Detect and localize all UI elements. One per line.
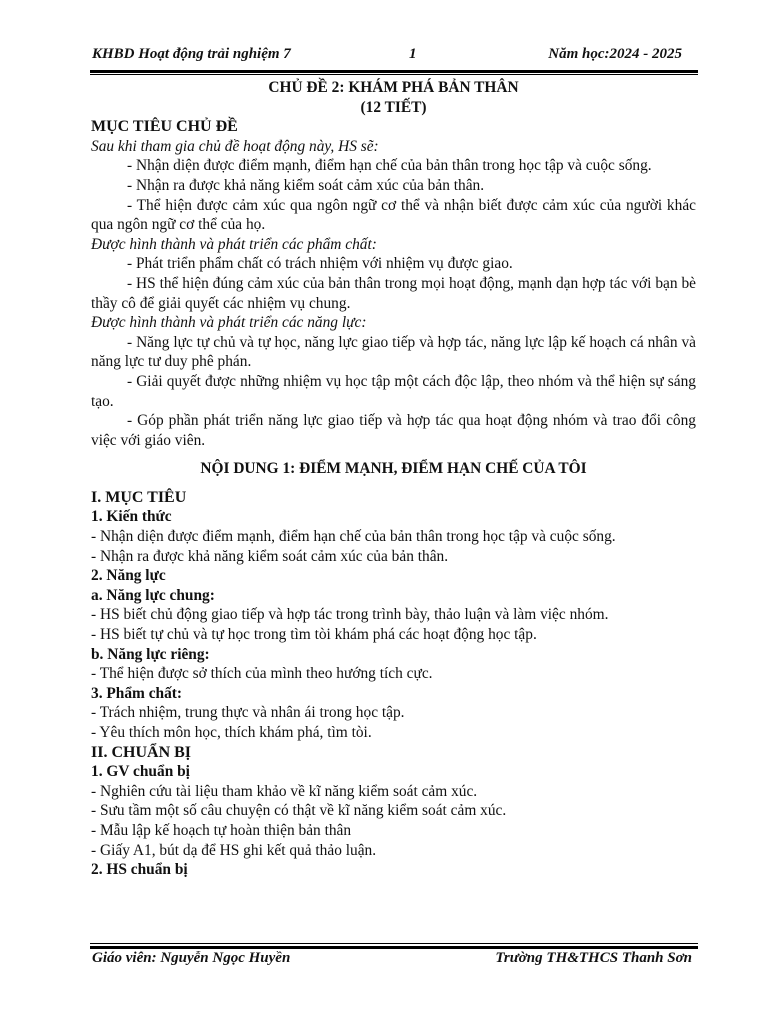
section-preparation: II. CHUẨN BỊ <box>91 743 192 761</box>
header-rule-thin <box>90 74 698 75</box>
objective-item: - Thể hiện được cảm xúc qua ngôn ngữ cơ thể và nhận biết được cảm xúc của người khác qua ngôn ngữ cơ thể của họ. <box>91 196 696 234</box>
competency-item: - Năng lực tự chủ và tự học, năng lực giao tiếp và hợp tác, năng lực lập kế hoạch cá nhân và năng lực tư duy phê phán. <box>91 333 696 371</box>
section-objectives: I. MỤC TIÊU <box>91 488 187 506</box>
footer-teacher: Giáo viên: Nguyễn Ngọc Huyền <box>92 950 291 966</box>
competency-heading: 2. Năng lực <box>91 567 166 585</box>
page-footer <box>92 950 696 972</box>
knowledge-item: - Nhận ra được khả năng kiểm soát cảm xúc của bản thân. <box>91 547 449 565</box>
topic-duration: (12 TIẾT) <box>360 98 427 116</box>
general-competency-item: - HS biết tự chủ và tự học trong tìm tòi khám phá các hoạt động học tập. <box>91 626 537 644</box>
competencies-intro: Được hình thành và phát triển các năng lực: <box>91 314 367 332</box>
teacher-prep-heading: 1. GV chuẩn bị <box>91 763 190 781</box>
student-prep-heading: 2. HS chuẩn bị <box>91 861 188 879</box>
document-body <box>91 78 696 880</box>
competency-item: - Giải quyết được những nhiệm vụ học tập một cách độc lập, theo nhóm và thể hiện sự sáng tạo. <box>91 372 696 410</box>
specific-competency-item: - Thể hiện được sở thích của mình theo hướng tích cực. <box>91 665 433 683</box>
teacher-prep-item: - Giấy A1, bút dạ để HS ghi kết quả thảo luận. <box>91 841 377 859</box>
header-page-number: 1 <box>409 46 417 62</box>
general-competency-item: - HS biết chủ động giao tiếp và hợp tác trong trình bày, thảo luận và làm việc nhóm. <box>91 606 609 624</box>
teacher-prep-item: - Nghiên cứu tài liệu tham khảo về kĩ năng kiểm soát cảm xúc. <box>91 782 478 800</box>
knowledge-item: - Nhận diện được điểm mạnh, điểm hạn chế của bản thân trong học tập và cuộc sống. <box>91 528 616 546</box>
footer-rule-thin <box>90 943 698 944</box>
knowledge-heading: 1. Kiến thức <box>91 508 172 526</box>
objective-item: - Nhận ra được khả năng kiểm soát cảm xúc của bản thân. <box>127 176 485 194</box>
header-subject: KHBD Hoạt động trải nghiệm 7 <box>92 46 291 62</box>
content1-heading: NỘI DUNG 1: ĐIỂM MẠNH, ĐIỂM HẠN CHẾ CỦA TÔI <box>200 460 587 478</box>
competency-item: - Góp phần phát triển năng lực giao tiếp và hợp tác qua hoạt động nhóm và trao đổi công việc với giáo viên. <box>91 412 696 449</box>
quality-item: - Phát triển phẩm chất có trách nhiệm với nhiệm vụ được giao. <box>127 255 513 273</box>
quality-item: - HS thể hiện đúng cảm xúc của bản thân trong mọi hoạt động, mạnh dạn hợp tác với bạn bè thầy cô để giải quyết các nhiệm vụ chung. <box>91 274 696 312</box>
quality-line: - Yêu thích môn học, thích khám phá, tìm tòi. <box>91 724 372 741</box>
teacher-prep-item: - Sưu tầm một số câu chuyện có thật về kĩ năng kiểm soát cảm xúc. <box>91 802 507 820</box>
topic-title: CHỦ ĐỀ 2: KHÁM PHÁ BẢN THÂN <box>268 79 519 96</box>
objectives-heading: MỤC TIÊU CHỦ ĐỀ <box>91 118 238 136</box>
specific-competency-heading: b. Năng lực riêng: <box>91 645 210 663</box>
quality-line: - Trách nhiệm, trung thực và nhân ái trong học tập. <box>91 704 405 722</box>
page-header <box>92 46 696 68</box>
header-rule-thick <box>90 70 698 73</box>
quality-heading: 3. Phẩm chất: <box>91 684 183 702</box>
header-school-year: Năm học:2024 - 2025 <box>548 46 682 62</box>
footer-rule-thick <box>90 946 698 949</box>
objective-item: - Nhận diện được điểm mạnh, điểm hạn chế của bản thân trong học tập và cuộc sống. <box>127 157 652 175</box>
objectives-intro: Sau khi tham gia chủ đề hoạt động này, HS sẽ: <box>91 137 379 155</box>
teacher-prep-item: - Mẫu lập kế hoạch tự hoàn thiện bản thân <box>91 821 352 839</box>
footer-school: Trường TH&THCS Thanh Sơn <box>495 950 692 966</box>
qualities-intro: Được hình thành và phát triển các phẩm chất: <box>91 235 377 253</box>
general-competency-heading: a. Năng lực chung: <box>91 586 215 604</box>
